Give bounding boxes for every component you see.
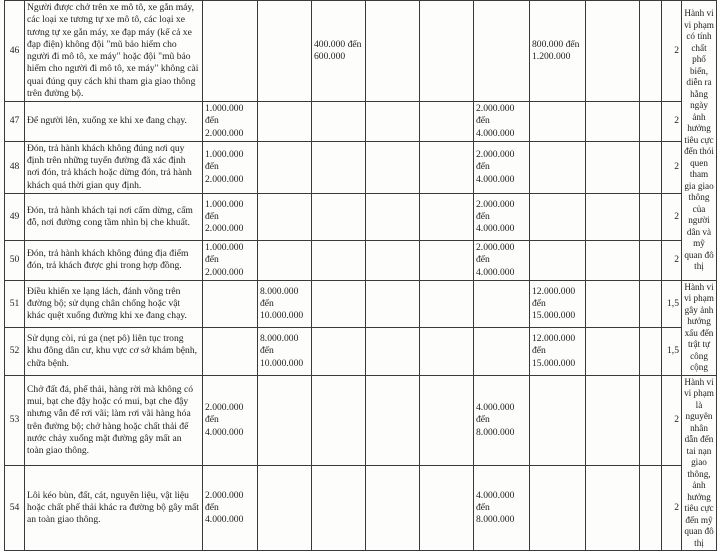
fine-cell: 8.000.000 đến 10.000.000 <box>258 328 312 376</box>
points-cell: 2 <box>662 1 682 102</box>
fine-cell: 12.000.000 đến 15.000.000 <box>530 280 586 328</box>
fine-cell: 1.000.000 đến 2.000.000 <box>203 102 258 142</box>
fine-cell <box>258 240 312 280</box>
fine-cell: 4.000.000 đến 8.000.000 <box>474 375 530 465</box>
fine-cell <box>530 240 586 280</box>
fine-cell <box>366 240 420 280</box>
violation-description: Người được chở trên xe mô tô, xe gắn máy, các loại xe tương tự xe mô tô, các loại xe tương tự xe gắn máy, xe đạp máy (kể cả xe đạp điện) không đội "mũ bảo hiểm cho người đi mô tô, xe máy" hoặc đội "mũ bảo hiểm cho người đi mô tô, xe máy" không cài quai đúng quy cách khi tham gia giao thông trên đường bộ. <box>25 1 203 102</box>
fine-cell <box>258 141 312 193</box>
fine-cell <box>312 141 366 193</box>
fine-cell: 12.000.000 đến 15.000.000 <box>530 328 586 376</box>
fine-cell <box>640 102 662 142</box>
fine-cell <box>366 193 420 240</box>
penalty-table <box>4 0 717 551</box>
fine-cell <box>420 240 474 280</box>
points-cell: 1,5 <box>662 280 682 328</box>
fine-cell <box>640 375 662 465</box>
violation-description: Sử dụng còi, rú ga (nẹt pô) liên tục trong khu đông dân cư, khu vực cơ sở khám bệnh, chữa bệnh. <box>25 328 203 376</box>
violation-description: Đón, trả hành khách không đúng nơi quy định trên những tuyến đường đã xác định nơi đón, trả khách hoặc dừng đón, trả hành khách quá thời gian quy định. <box>25 141 203 193</box>
fine-cell <box>530 102 586 142</box>
fine-cell: 8.000.000 đến 10.000.000 <box>258 280 312 328</box>
fine-cell <box>366 375 420 465</box>
fine-cell <box>312 280 366 328</box>
table-row <box>5 141 717 193</box>
points-cell: 2 <box>662 193 682 240</box>
fine-cell <box>258 375 312 465</box>
fine-cell <box>420 466 474 551</box>
fine-cell: 2.000.000 đến 4.000.000 <box>203 375 258 465</box>
points-cell: 2 <box>662 102 682 142</box>
fine-cell <box>258 1 312 102</box>
fine-cell <box>420 193 474 240</box>
fine-cell <box>420 375 474 465</box>
violation-description: Lôi kéo bùn, đất, cát, nguyên liệu, vật liệu hoặc chất phế thải khác ra đường bộ gây mất an toàn giao thông. <box>25 466 203 551</box>
fine-cell <box>203 328 258 376</box>
table-row <box>5 328 717 376</box>
violation-description: Để người lên, xuống xe khi xe đang chạy. <box>25 102 203 142</box>
fine-cell <box>203 280 258 328</box>
fine-cell <box>530 193 586 240</box>
points-cell: 2 <box>662 141 682 193</box>
fine-cell <box>366 102 420 142</box>
table-row <box>5 240 717 280</box>
fine-cell <box>586 375 640 465</box>
fine-cell <box>312 240 366 280</box>
violation-group-note: Hành vi vi phạm gây ảnh hưởng xấu đến trật tự công cộng <box>682 280 717 375</box>
fine-cell: 2.000.000 đến 4.000.000 <box>474 193 530 240</box>
fine-cell <box>420 141 474 193</box>
violation-description: Đón, trả hành khách tại nơi cấm dừng, cấm đỗ, nơi đường cong tầm nhìn bị che khuất. <box>25 193 203 240</box>
fine-cell <box>586 102 640 142</box>
fine-cell: 2.000.000 đến 4.000.000 <box>474 102 530 142</box>
row-number: 51 <box>5 280 25 328</box>
fine-cell <box>420 102 474 142</box>
fine-cell <box>203 1 258 102</box>
points-cell: 2 <box>662 466 682 551</box>
violation-description: Chở đất đá, phế thải, hàng rời mà không có mui, bạt che đậy hoặc có mui, bạt che đậy nhưng vẫn để rơi vãi; làm rơi vãi hàng hóa trên đường bộ; chở hàng hoặc chất thải để nước chảy xuống mặt đường gây mất an toàn giao thông. <box>25 375 203 465</box>
fine-cell <box>312 328 366 376</box>
fine-cell <box>366 466 420 551</box>
fine-cell <box>640 328 662 376</box>
fine-cell <box>366 1 420 102</box>
fine-cell: 1.000.000 đến 2.000.000 <box>203 141 258 193</box>
fine-cell <box>640 466 662 551</box>
fine-cell <box>586 466 640 551</box>
fine-cell <box>640 1 662 102</box>
fine-cell: 1.000.000 đến 2.000.000 <box>203 193 258 240</box>
fine-cell <box>474 1 530 102</box>
table-row <box>5 1 717 102</box>
fine-cell <box>530 375 586 465</box>
fine-cell <box>586 240 640 280</box>
fine-cell: 4.000.000 đến 8.000.000 <box>474 466 530 551</box>
fine-cell <box>258 102 312 142</box>
fine-cell: 800.000 đến 1.200.000 <box>530 1 586 102</box>
fine-cell: 2.000.000 đến 4.000.000 <box>474 141 530 193</box>
fine-cell: 1.000.000 đến 2.000.000 <box>203 240 258 280</box>
points-cell: 1,5 <box>662 328 682 376</box>
table-body <box>5 1 717 551</box>
fine-cell: 2.000.000 đến 4.000.000 <box>203 466 258 551</box>
table-row <box>5 280 717 328</box>
violation-group-note: Hành vi vi phạm có tính chất phổ biến, diễn ra hằng ngày ảnh hưởng tiêu cực đến thói quen tham gia giao thông của người dân và mỹ quan đô thị <box>682 1 717 281</box>
fine-cell <box>530 466 586 551</box>
fine-cell <box>586 193 640 240</box>
fine-cell <box>640 240 662 280</box>
table-row <box>5 102 717 142</box>
points-cell: 2 <box>662 240 682 280</box>
fine-cell <box>474 280 530 328</box>
fine-cell <box>420 328 474 376</box>
table-row <box>5 466 717 551</box>
fine-cell <box>312 193 366 240</box>
row-number: 52 <box>5 328 25 376</box>
row-number: 48 <box>5 141 25 193</box>
fine-cell <box>640 141 662 193</box>
fine-cell <box>586 280 640 328</box>
table-row <box>5 375 717 465</box>
fine-cell <box>586 1 640 102</box>
fine-cell <box>258 466 312 551</box>
violation-description: Điều khiển xe lạng lách, đánh võng trên đường bộ; sử dụng chân chống hoặc vật khác quệt xuống đường khi xe đang chạy. <box>25 280 203 328</box>
fine-cell <box>586 328 640 376</box>
fine-cell <box>312 375 366 465</box>
fine-cell: 400.000 đến 600.000 <box>312 1 366 102</box>
points-cell: 2 <box>662 375 682 465</box>
fine-cell <box>366 328 420 376</box>
row-number: 50 <box>5 240 25 280</box>
fine-cell <box>420 280 474 328</box>
fine-cell <box>420 1 474 102</box>
fine-cell <box>366 280 420 328</box>
table-row <box>5 193 717 240</box>
fine-cell <box>586 141 640 193</box>
fine-cell <box>366 141 420 193</box>
fine-cell: 2.000.000 đến 4.000.000 <box>474 240 530 280</box>
fine-cell <box>640 193 662 240</box>
fine-cell <box>312 466 366 551</box>
fine-cell <box>312 102 366 142</box>
fine-cell <box>474 328 530 376</box>
fine-cell <box>530 141 586 193</box>
violation-description: Đón, trả hành khách không đúng địa điểm đón, trả khách được ghi trong hợp đồng. <box>25 240 203 280</box>
row-number: 46 <box>5 1 25 102</box>
fine-cell <box>640 280 662 328</box>
row-number: 54 <box>5 466 25 551</box>
row-number: 49 <box>5 193 25 240</box>
violation-group-note: Hành vi vi phạm là nguyên nhân dẫn đến tai nạn giao thông, ảnh hưởng tiêu cực đến mỹ quan đô thị <box>682 375 717 551</box>
row-number: 47 <box>5 102 25 142</box>
fine-cell <box>258 193 312 240</box>
row-number: 53 <box>5 375 25 465</box>
